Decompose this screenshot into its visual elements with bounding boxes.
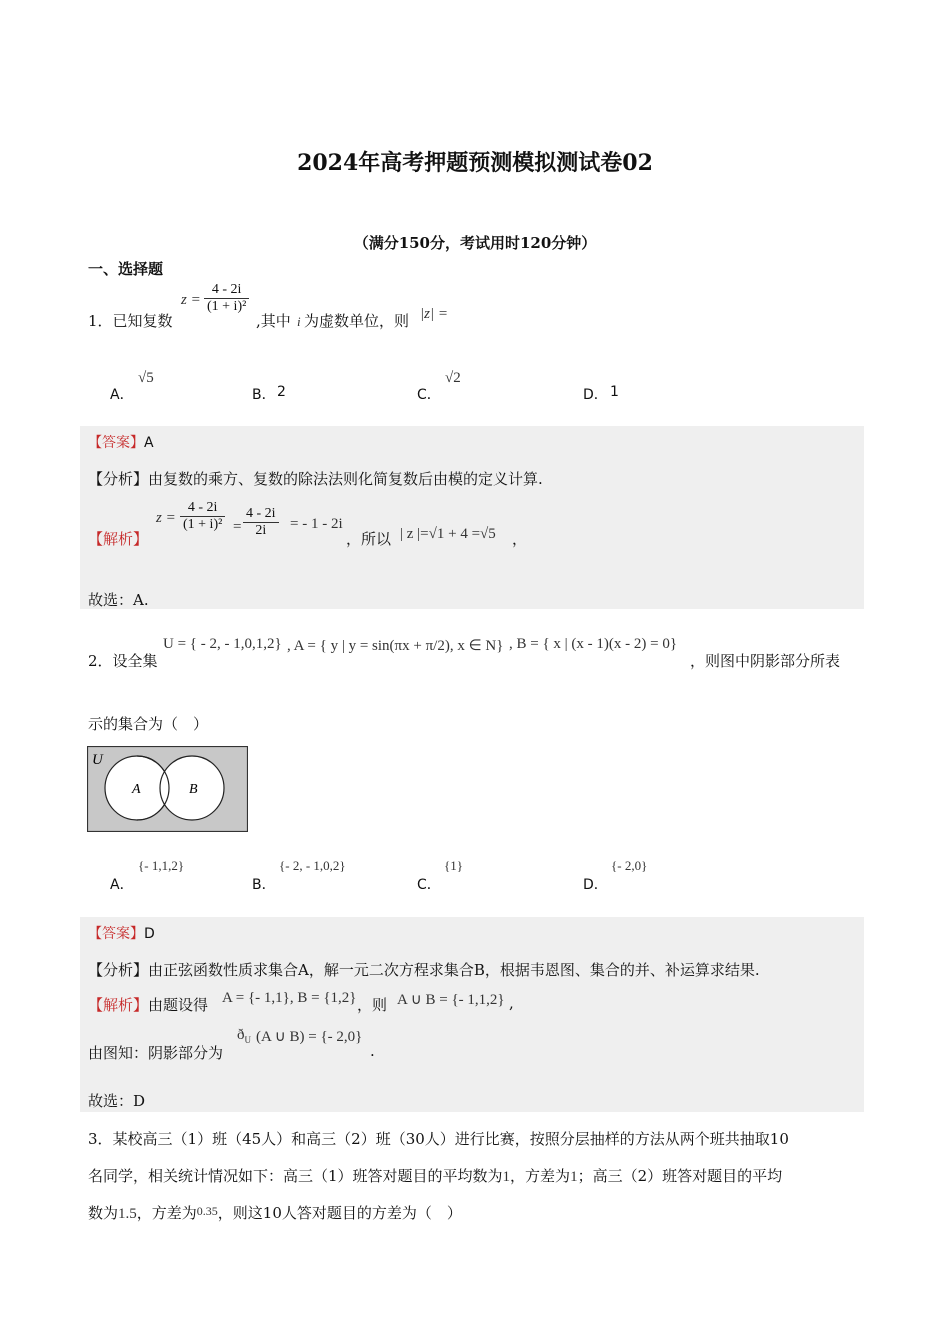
q2-sol-text2: ，则 — [357, 996, 388, 1014]
q1-sol-eq: = — [233, 519, 242, 535]
q1-analysis — [88, 468, 543, 489]
q1-fraction — [204, 282, 249, 315]
q2-solution-line1 — [88, 994, 208, 1015]
q2-option-c-value: {1} — [444, 858, 463, 873]
q1-option-c-value: √2 — [445, 370, 461, 386]
q3-line2-a: 名同学，相关统计情况如下：高三（1）班答对题目的平均数为 — [88, 1167, 503, 1185]
q1-sol-frac1 — [180, 500, 225, 533]
q1-sol-z: z = — [156, 510, 176, 526]
venn-svg — [87, 746, 248, 832]
q2-answer-value: D — [144, 926, 155, 942]
q2-analysis — [88, 959, 760, 980]
q1-option-a-label[interactable]: A． — [110, 387, 134, 403]
q2-sol-line2-end: . — [370, 1042, 375, 1060]
q2-analysis-tag: 【分析】 — [88, 961, 149, 979]
q2-answer — [88, 923, 155, 943]
venn-diagram — [87, 746, 248, 832]
q2-option-d-value: {- 2,0} — [611, 858, 648, 873]
q1-option-b-value: 2 — [277, 384, 286, 400]
q1-text-after: 为虚数单位，则 — [304, 312, 410, 330]
q1-option-a-value: √5 — [138, 370, 154, 386]
q2-answer-tag: 【答案】 — [88, 926, 144, 942]
q2-option-a-label[interactable]: A． — [110, 877, 134, 893]
q3-line2-m2: 1 — [570, 1169, 578, 1185]
q1-frac-num: 4 - 2i — [204, 282, 249, 299]
q2-sol-complement-sub: U — [244, 1035, 251, 1045]
q1-prefix: 1．已知复数 — [88, 312, 173, 330]
page-title: 2024年高考押题预测模拟测试卷02 — [297, 150, 653, 176]
q2-text-after: ，则图中阴影部分所表 — [690, 652, 841, 670]
q3-line3-a: 数为 — [88, 1204, 119, 1222]
q1-sol-frac2 — [243, 506, 279, 539]
q3-line2-m1: 1 — [502, 1169, 511, 1185]
q2-option-a-value: {- 1,1,2} — [138, 858, 185, 873]
q1-sol-den2: 2i — [255, 523, 267, 538]
q1-option-c-label[interactable]: C． — [417, 387, 441, 403]
q3-line2-c: ；高三（2）班答对题目的平均 — [577, 1167, 783, 1185]
q1-sol-text: ，所以 — [346, 530, 392, 548]
q2-math-A: , A = { y | y = sin(πx + π/2), x ∈ N} — [287, 638, 504, 654]
q1-answer-value: A — [144, 435, 154, 451]
q1-frac-den: (1 + i)² — [207, 299, 247, 314]
q2-sol-text3: , — [509, 994, 514, 1012]
q1-option-d-label[interactable]: D． — [583, 387, 608, 403]
q2-analysis-text: 由正弦函数性质求集合A，解一元二次方程求集合B，根据韦恩图、集合的并、补运算求结果. — [148, 961, 760, 979]
q1-sol-result: = - 1 - 2i — [290, 516, 343, 532]
q1-sol-den1: (1 + i)² — [183, 517, 223, 532]
q1-sol-num1: 4 - 2i — [180, 500, 225, 517]
q2-math-U: U = { - 2, - 1,0,1,2} — [163, 636, 282, 652]
q2-sol-math1: A = {- 1,1}, B = {1,2} — [222, 990, 357, 1006]
q1-option-d-value: 1 — [610, 384, 619, 400]
q2-option-b-label[interactable]: B． — [252, 877, 276, 893]
q1-analysis-tag: 【分析】 — [88, 470, 149, 488]
q2-sol-text1: 由题设得 — [148, 996, 209, 1014]
q1-solution-tag: 【解析】 — [88, 530, 149, 548]
q2-choose: 故选：D — [88, 1092, 146, 1110]
section-heading: 一、选择题 — [88, 260, 164, 278]
q3-line3 — [88, 1202, 462, 1223]
q3-line2 — [88, 1165, 782, 1186]
q2-sol-complement-symbol: ð — [237, 1027, 245, 1043]
q3-line3-b: ，方差为 — [136, 1204, 197, 1222]
q1-math-i: i — [297, 314, 301, 329]
q3-line3-c: ，则这10人答对题目的方差为（ ） — [217, 1204, 462, 1222]
q1-answer-tag: 【答案】 — [88, 435, 144, 451]
q1-analysis-text: 由复数的乘方、复数的除法法则化简复数后由模的定义计算. — [148, 470, 543, 488]
q3-line3-m2: 0.35 — [196, 1204, 218, 1218]
q1-math-z: z = — [181, 292, 201, 308]
q1-choose: 故选：A. — [88, 591, 149, 609]
q2-option-b-value: {- 2, - 1,0,2} — [279, 858, 346, 873]
venn-label-u: U — [92, 752, 103, 768]
q2-prefix: 2．设全集 — [88, 652, 158, 670]
q2-sol-line2-text: 由图知：阴影部分为 — [88, 1044, 224, 1062]
q2-sol-complement — [237, 1027, 251, 1045]
q1-answer — [88, 432, 154, 452]
q3-line3-m1: 1.5 — [118, 1206, 137, 1222]
q1-option-b-label[interactable]: B． — [252, 387, 276, 403]
q1-sol-modulus: | z |=√1 + 4 =√5 — [400, 526, 496, 542]
q2-option-c-label[interactable]: C． — [417, 877, 441, 893]
q2-sol-math3b: (A ∪ B) = {- 2,0} — [256, 1029, 363, 1045]
q2-math-B: , B = { x | (x - 1)(x - 2) = 0} — [509, 636, 678, 652]
q2-solution-tag: 【解析】 — [88, 996, 149, 1014]
venn-label-b: B — [189, 782, 198, 797]
venn-label-a: A — [132, 782, 141, 797]
q2-sol-math2: A ∪ B = {- 1,1,2} — [397, 992, 505, 1008]
q1-text-mid: ,其中 — [256, 312, 291, 330]
q1-sol-end: ， — [512, 530, 528, 548]
q3-line1: 3．某校高三（1）班（45人）和高三（2）班（30人）进行比赛，按照分层抽样的方法从两个班共抽取10 — [88, 1130, 789, 1148]
q3-line2-b: ，方差为 — [510, 1167, 571, 1185]
q2-line2: 示的集合为（ ） — [88, 715, 209, 733]
q1-math-abs: |z| = — [420, 306, 448, 322]
exam-subtitle: （满分150分，考试用时120分钟） — [353, 234, 597, 252]
q2-option-d-label[interactable]: D． — [583, 877, 608, 893]
q1-sol-num2: 4 - 2i — [243, 506, 279, 523]
